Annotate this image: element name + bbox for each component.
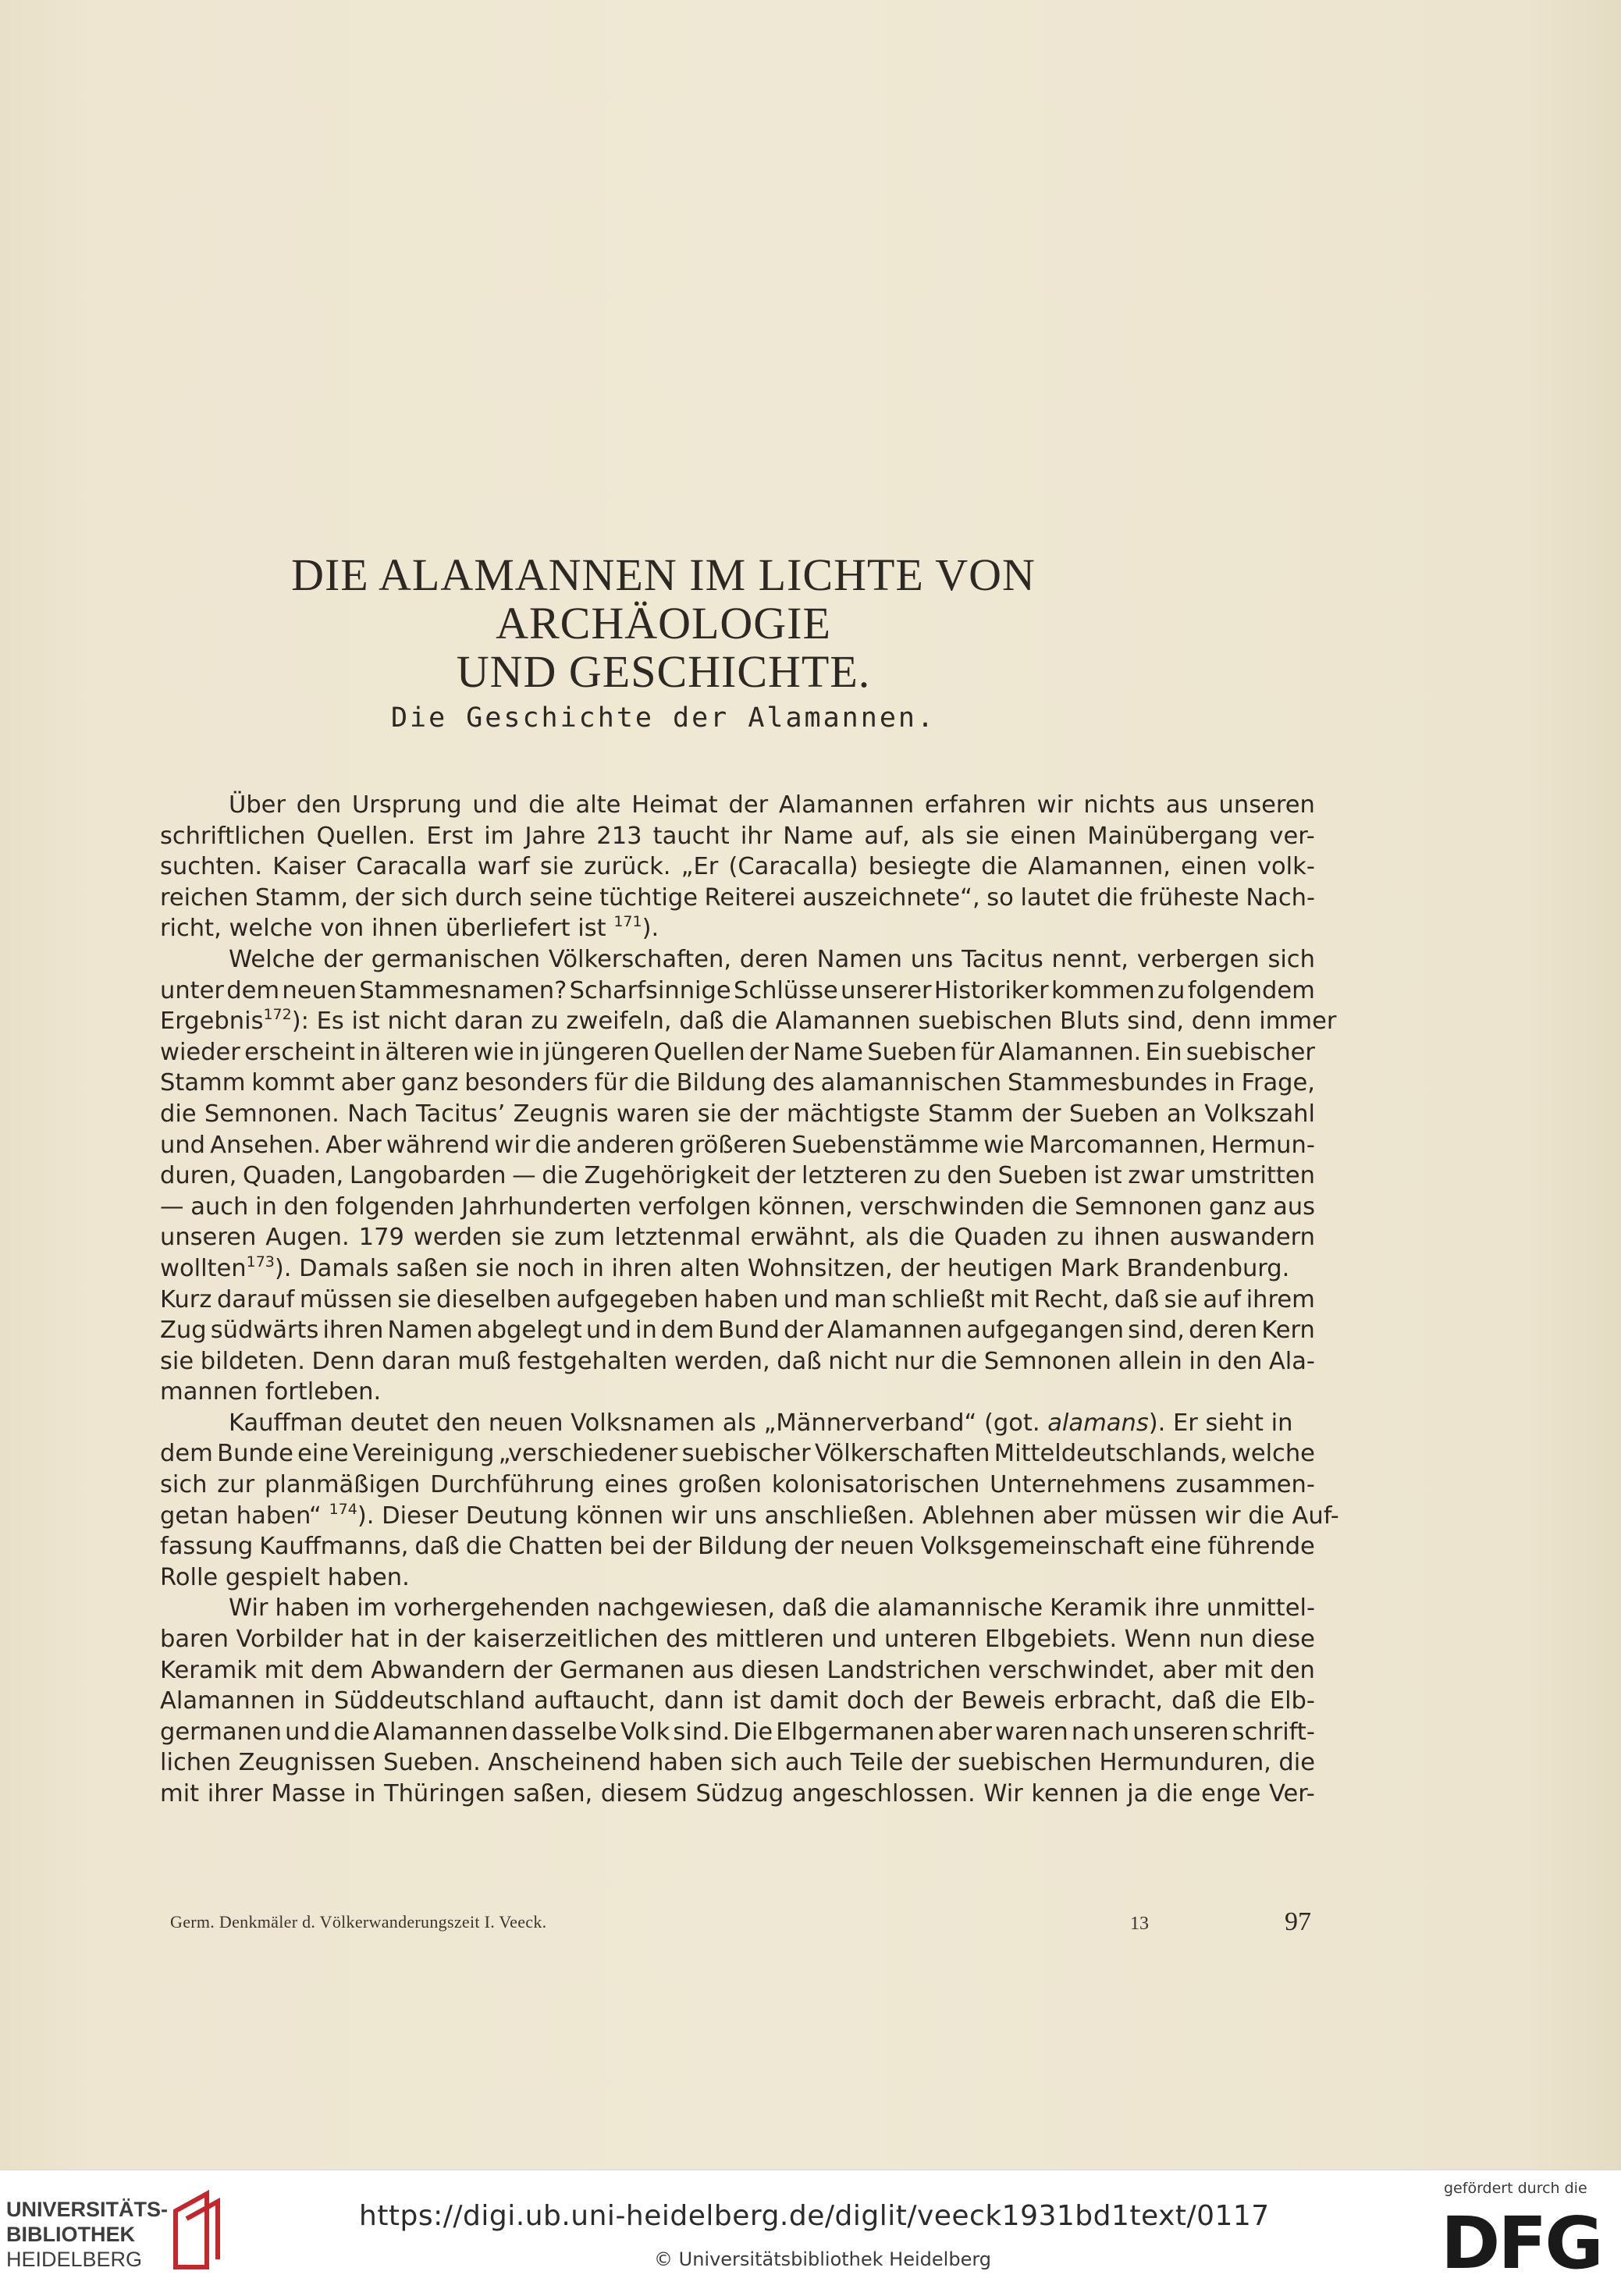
text-line <box>160 1500 1339 1532</box>
text-line: Zug südwärts ihren Namen abgelegt und in dem Bund der Alamannen aufgegangen sind, deren Kern <box>160 1317 1315 1345</box>
permalink-url[interactable]: https://digi.ub.uni-heidelberg.de/diglit/veeck1931bd1text/0117 <box>359 2200 1270 2232</box>
text-line: Wir haben im vorhergehenden nachgewiesen, daß die alamannische Keramik ihre unmittel- <box>229 1594 1315 1622</box>
text-line: unter dem neuen Stammesnamen? Scharfsinnige Schlüsse unserer Historiker kommen zu folgendem <box>160 976 1315 1004</box>
text-line: sie bildeten. Denn daran muß festgehalten werden, daß nicht nur die Semnonen allein in den Ala- <box>160 1347 1315 1375</box>
text-line: fassung Kauffmanns, daß die Chatten bei der Bildung der neuen Volksgemeinschaft eine führende <box>160 1533 1315 1561</box>
text-line: Stamm kommt aber ganz besonders für die Bildung des alamannischen Stammesbundes in Frage, <box>160 1069 1315 1097</box>
copyright-notice: © Universitätsbibliothek Heidelberg <box>654 2248 992 2270</box>
text-line: dem Bunde eine Vereinigung „verschiedener suebischer Völkerschaften Mitteldeutschlands, welche <box>160 1440 1315 1468</box>
footnote-ref-174: 174 <box>329 1500 357 1518</box>
text-segment: richt, welche von ihnen überliefert ist <box>160 915 606 943</box>
text-line <box>160 913 1315 944</box>
dfg-logo[interactable]: DFG <box>1441 2202 1601 2285</box>
footer-signature: 13 <box>1130 1914 1149 1934</box>
text-line: reichen Stamm, der sich durch seine tüchtige Reiterei auszeichnete“, so lautet die früheste Nach- <box>160 883 1315 912</box>
footnote-ref-171: $^{171}$). <box>613 913 659 943</box>
text-line: schriftlichen Quellen. Erst im Jahre 213 taucht ihr Name auf, als sie einen Mainübergang ver- <box>160 822 1315 850</box>
text-line: Rolle gespielt haben. <box>160 1563 410 1591</box>
body-text <box>160 790 1339 1810</box>
text-line: mannen fortleben. <box>160 1378 382 1406</box>
text-line: lichen Zeugnissen Sueben. Anscheinend haben sich auch Teile der suebischen Hermunduren, die <box>160 1749 1315 1777</box>
text-line <box>160 1408 1315 1439</box>
text-line: Über den Ursprung und die alte Heimat der Alamannen erfahren wir nichts aus unseren <box>229 791 1315 819</box>
text-line: wieder erscheint in älteren wie in jüngeren Quellen der Name Sueben für Alamannen. Ein suebischer <box>160 1038 1315 1066</box>
text-line: mit ihrer Masse in Thüringen saßen, diesem Südzug angeschlossen. Wir kennen ja die enge Ver- <box>160 1780 1315 1807</box>
text-line: — auch in den folgenden Jahrhunderten verfolgen können, verschwinden die Semnonen ganz aus <box>160 1192 1315 1221</box>
library-logo-line1: UNIVERSITÄTS- <box>6 2198 169 2221</box>
text-segment: Ergebnis$^{172}$): Es ist nicht daran zu zweifeln, daß die Alamannen suebischen Bluts sind, denn immer <box>160 1006 1337 1036</box>
title-line-1: DIE ALAMANNEN IM LICHTE VON ARCHÄOLOGIE <box>291 549 1036 649</box>
text-segment: getan haben“ $^{174}$). Dieser Deutung können wir uns anschließen. Ablehnen aber müssen wir die Auf- <box>160 1500 1339 1530</box>
text-line: baren Vorbilder hat in der kaiserzeitlichen des mittleren und unteren Elbgebiets. Wenn nun diese <box>160 1626 1315 1654</box>
funding-caption: gefördert durch die <box>1444 2180 1587 2197</box>
viewer-banner <box>0 2170 1621 2296</box>
footnote-ref-172: 172 <box>263 1006 292 1024</box>
italic-word: alamans <box>1047 1409 1149 1437</box>
title-line-2: UND GESCHICHTE. <box>456 646 871 697</box>
text-line: Keramik mit dem Abwandern der Germanen aus diesen Landstrichen verschwindet, aber mit den <box>160 1656 1315 1684</box>
text-line <box>160 1006 1337 1037</box>
page-number: 97 <box>1285 1907 1311 1936</box>
text-segment: Kauffman deutet den neuen Volksnamen als „Männerverband“ (got. alamans). Er sieht in <box>229 1409 1293 1437</box>
library-logo-line2: BIBLIOTHEK <box>6 2223 135 2246</box>
text-line <box>160 1253 1315 1285</box>
text-line: und Ansehen. Aber während wir die anderen größeren Suebenstämme wie Marcomannen, Hermun- <box>160 1131 1315 1159</box>
text-line: germanen und die Alamannen dasselbe Volk sind. Die Elbgermanen aber waren nach unseren schrift- <box>160 1718 1315 1746</box>
text-line: suchten. Kaiser Caracalla warf sie zurück. „Er (Caracalla) besiegte die Alamannen, einen volk- <box>160 853 1315 881</box>
text-line: Welche der germanischen Völkerschaften, deren Namen uns Tacitus nennt, verbergen sich <box>229 945 1315 973</box>
text-line: unseren Augen. 179 werden sie zum letztenmal erwähnt, als die Quaden zu ihnen auswandern <box>160 1224 1315 1252</box>
section-heading: Die Geschichte der Alamannen. <box>390 702 937 734</box>
text-line: sich zur planmäßigen Durchführung eines großen kolonisatorischen Unternehmens zusammen- <box>160 1471 1315 1499</box>
page-title <box>156 551 1171 696</box>
footer-source: Germ. Denkmäler d. Völkerwanderungszeit I. Veeck. <box>170 1912 547 1932</box>
library-logo[interactable] <box>6 2197 168 2272</box>
text-line: die Semnonen. Nach Tacitus’ Zeugnis waren sie der mächtigste Stamm der Sueben an Volkszahl <box>160 1100 1315 1128</box>
library-logo-icon <box>160 2188 230 2273</box>
text-line: duren, Quaden, Langobarden — die Zugehörigkeit der letzteren zu den Sueben ist zwar umstritten <box>160 1162 1315 1190</box>
text-segment: wollten$^{173}$). Damals saßen sie noch in ihren alten Wohnsitzen, der heutigen Mark Brandenburg. <box>160 1253 1290 1282</box>
footnote-ref-173: 173 <box>246 1253 275 1271</box>
text-line: Alamannen in Süddeutschland auftaucht, dann ist damit doch der Beweis erbracht, daß die Elb- <box>160 1687 1315 1715</box>
text-line: Kurz darauf müssen sie dieselben aufgegeben haben und man schließt mit Recht, daß sie auf ihrem <box>160 1285 1315 1313</box>
library-logo-line3: HEIDELBERG <box>6 2248 143 2271</box>
